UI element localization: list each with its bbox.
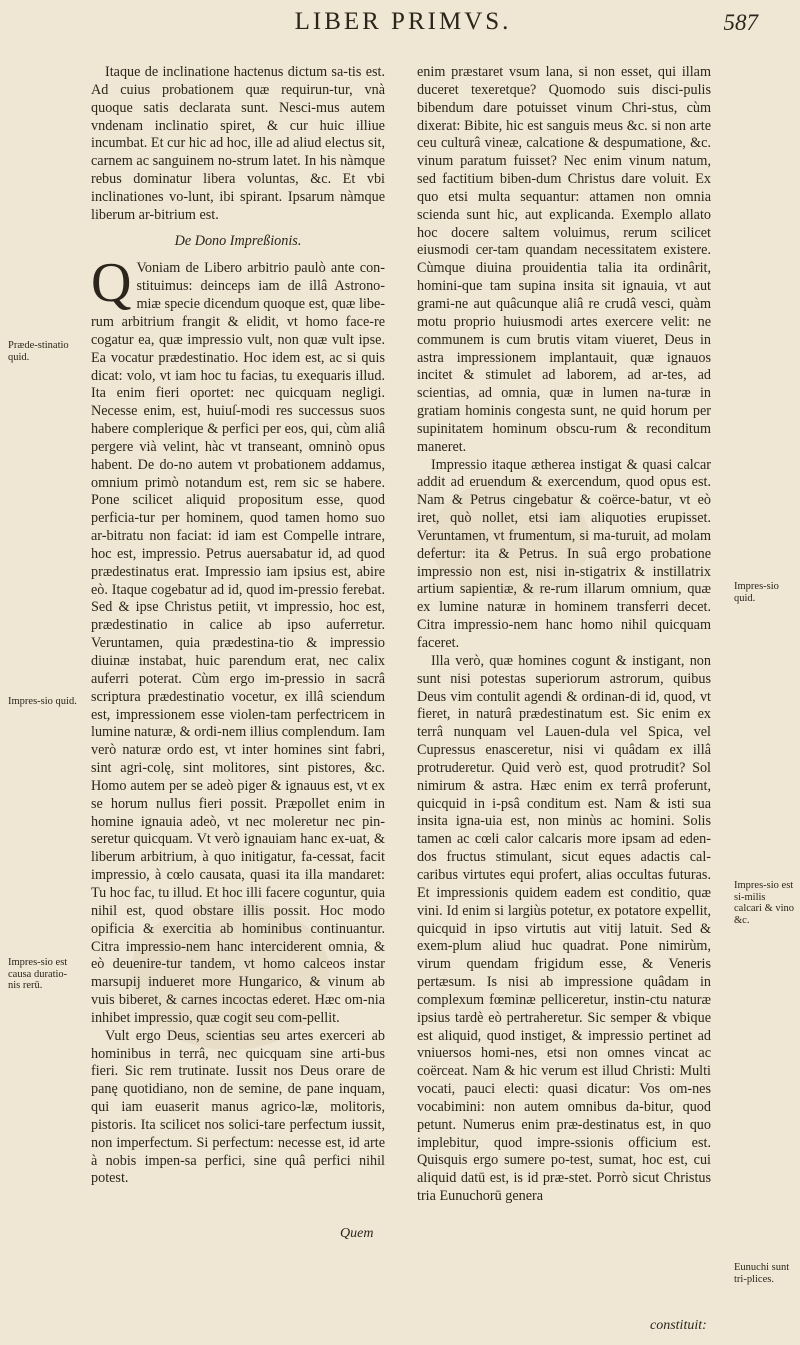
side-note-left-3: Impres-sio est causa duratio-nis rerū. — [8, 957, 68, 991]
drop-cap: Q — [91, 252, 132, 315]
right-column — [417, 64, 711, 1206]
catchword-right: constituit: — [650, 1318, 707, 1333]
right-paragraph-2: Impressio itaque ætherea instigat & quasi calcar addit ad eruendum & exercendum, quod opus est. Nam & Petrus cingebatur & coërce-batur, vt eò iret, quò nollet, etsi iam aliquoties erupisset. Veruntamen, vt frumentum, si ma-turuit, ad molam defertur: ita & Petrus. In suâ ergo probatione impressio non est, nisi in-stigatrix & instillatrix artium sapientiæ, & re-rum illarum omnium, quæ ex lumine naturæ in hominem transferri decet. Citra impressio-nem hanc homo nihil quicquam faceret. — [417, 456, 711, 651]
page-number: 587 — [723, 10, 758, 35]
left-paragraph-2-text: Voniam de Libero arbitrio paulò ante con-stituimus: deinceps iam de illâ Astrono-miæ specie dicendum quoque est, quæ libe-rum arbitrium frangit & elidit, vt homo face-re cogatur ea, quæ impressio vult, non quæ vult ipse. Ea vocatur prædestinatio. Hoc idem est, ac si quis dicat: volo, vt iam hoc tu facias, tu exequaris illud. Ita enim fieri oportet: nec quicquam negligi. Necesse enim, est, huiuſ-modi res successus suos habere complerique & perfici per eos, qui, cùm aliâ pergere vià velint, hàc vt transeant, omninò opus habent. De do-no autem vt probationem addamus, omnium primò notandum est, rem sic se habere. Pone scilicet aliquid propositum esse, quod perficia-tur per hominem, quod tamen homo suo ar-bitratu non faciat: id iam est Compelle intrare, hoc est, impressio. Petrus auersabatur id, ad quod prædestinatus erat. Impressio iam ipsius est, abire eò. Itaque cogebatur ad id, quod im-pressio ferebat. Sed & ipse Christus petiit, vt impressio, hoc est, prædestinatio in calice ab ipso auferretur. Veruntamen, quia prædestina-tio & impressio diuinæ instabat, huic parendum erat, nec calix auferri poterat. Cùm ergo im-pressio in sacrâ scriptura prædestinatio vocetur, ex illâ sciendum est, impressionem esse violen-tam perfectricem in lumine naturæ, & ordi-nem illius complendum. Iam verò naturæ ordo est, vt inter homines sint fabri, sint agri-colę, sint molitores, sint pistores, &c. Homo autem per se adeò piger & ignauus est, vt ex se horum nullus fieri possit. Præpollet enim in homine ignauia adeò, vt nec moleretur nec pin-seretur quicquam. Vt verò ignauiam hanc ex-uat, & liberum arbitrium, à quo initigatur, fa-cessat, facit impressio, à cœlo causata, quasi ita illa mandaret: Tu hoc fac, tu illud. Et hoc illi facere coguntur, quia nihil est, quod obstare illis possit. Hoc modo opificia & exercitia ab hominibus continuantur. Citra impressio-nem hanc interciderent omnia, & eò deuenire-tur tandem, vt homo calceos instar marsupij indueret more Hungarico, & vinum ab vuis biberet, & carnes incoctas ederet. Hæc om-nia inhibet impressio, quæ cogit seu com-pellit. — [91, 260, 386, 1026]
page-header — [0, 8, 800, 48]
side-note-right-1: Impres-sio quid. — [734, 581, 779, 604]
right-paragraph-3: Illa verò, quæ homines cogunt & instigant, non sunt nisi potestas superiorum astrorum, quibus Deus vim contulit agendi & ordinan-di id, quod, vt fieret, in naturâ prædestinatum est. Sic enim ex terrâ nunquam vel Lauen-dula vel Spica, vel Cupressus enasceretur, nisi vi quâdam ex illâ protruderetur. Quid verò est, quod protrudit? Sol nimirum & astra. Hæc enim ex terrâ proferunt, quicquid in i-psâ conditum est. Nam & isti sua insita igna-uia est, non minùs ac homini. Solis tamen ac cœli calor calcaris more ipsam ad eden-dos fructus stimulant, sicut eques adactis cal-caribus virtutes equi profert, alias occultas futuras. Et impressionis quidem eadem est conditio, quæ vini. Id enim si largiùs potetur, ex potatore expellit, quicquid in ipso virtutis aut vitij latuit. Sed & exem-plum aliud huc quadrat. Pone nimirùm, virum quendam frigidum esse, & Veneris pertæsum. Is nisi ab impressione quâdam in complexum fœminæ pelliceretur, instin-ctu naturæ ipsius tardè eò pertraheretur. Sic semper & vbique est aliquid, quod instiget, & impressio pertinet ad vniuersos homi-nes, etsi non omnes vincat ac coërceat. Nam & hic verum est illud Christi: Multi vocati, pauci electi: quasi dicatur: Vos om-nes vocabimini: non autem omnibus da-bitur, quod petunt. Numerus enim præ-destinatus est, in quo implebitur, quod impre-ssionis officium est. Quisquis ergo sumere po-test, sumat, hoc est, cui aliquid datū est, is id præ-stet. Porrò sicut Christus tria Eunuchorū genera — [417, 652, 711, 1205]
left-column — [91, 64, 385, 1188]
heading-word: Impreßionis. — [229, 232, 302, 249]
right-paragraph-1: enim præstaret vsum lana, si non esset, qui illam duceret texeretque? Quomodo suis disci-pulis bibendum dare potuisset vinum Chri-stus, cùm dixerat: Bibite, hic est sanguis meus &c. si non arte ceu culturâ vineæ, calcatione & despumatione, &c. vinum paratum fuisset? Nec enim vinum natum, sed factitium biben-dum Christus dare voluit. Ex quo etsi multa sequantur: attamen non omnia scienda sunt hic, aut explicanda. Exemplo allato hoc docere saltem voluimus, rerum scilicet eiusmodi cer-tam quandam necessitatem existere. Cùmque diuina prouidentia talia ita ordinârit, homini-que tam supina insita sit ignauia, vt aut grami-ne aut quâcunque aliâ re crudâ vesci, quàm motu proprio huiusmodi artes exercere velit: ne communem is cum brutis vitam viueret, Deus in astra impressionem implantauit, quæ ignauos incitet & stimulet ad laborem, ad ar-tes, ad scientias, ad omnia, quæ in lumen na-turæ in gratiam hominis congesta sunt, ne quid horum per supinitatem hominum obscu-rum & reconditum maneret. — [417, 64, 711, 455]
side-note-right-3: Eunuchi sunt tri-plices. — [734, 1262, 790, 1285]
left-paragraph-3: Vult ergo Deus, scientias seu artes exerceri ab hominibus in terrâ, nec quicquam sine arti-bus fieri. Sic rem trutinate. Iussit nos Deus orare de panę quotidiano, non de semine, de pane inquam, qui iam euaserit manus agrico-læ, molitoris, pistoris. Ita scilicet nos solici-tare perfectum iussit, non imperfectum. Si perfectum: necesse est, id arte à nobis impen-sa perfici, sine quâ perfici nihil potest. — [91, 1027, 385, 1187]
left-paragraph-2 — [91, 252, 386, 1027]
heading-prefix: De Dono — [174, 232, 230, 249]
running-title: LIBER PRIMVS. — [294, 8, 512, 35]
side-note-left-1: Præde-stinatio quid. — [8, 340, 69, 363]
catchword-left: Quem — [340, 1226, 374, 1241]
left-paragraph-1: Itaque de inclinatione hactenus dictum sa-tis est. Ad cuius probationem quæ requirun-tur, vnà quoque satis declarata sunt. Nesci-mus autem vndenam inclinatio spiret, & cur huic illiue incumbat. Et cur hic ad hoc, ille ad aliud electus sit, carnem ac sanguinem no-strum latet. In his nàmque rebus dominatur libera voluntas, &c. Et vbi inclinationes vo-lunt, ibi spirant. Ipsarum nàmque liberum ar-bitrium est. — [91, 64, 385, 223]
side-note-right-2: Impres-sio est si-milis calcari & vino &c. — [734, 880, 795, 926]
section-heading — [91, 233, 385, 251]
side-note-left-2: Impres-sio quid. — [8, 696, 77, 707]
